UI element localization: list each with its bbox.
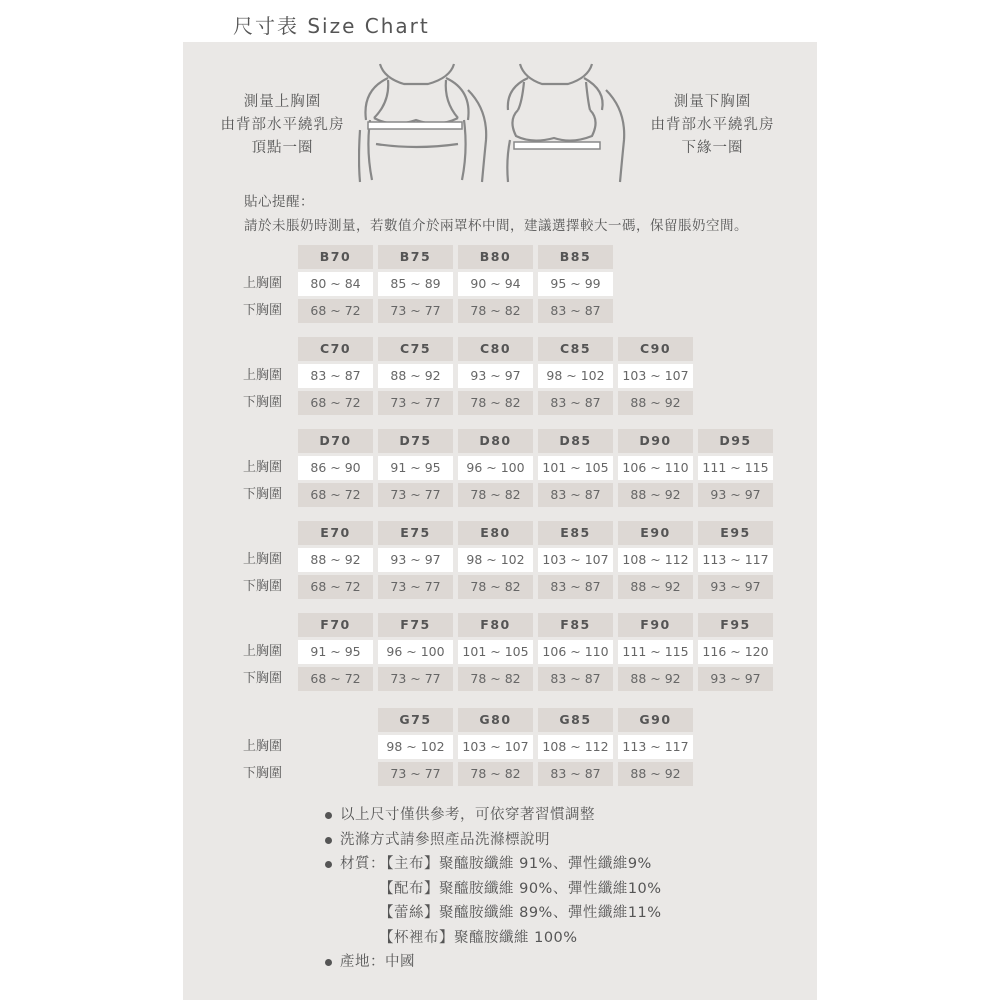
- top-bust-cell: 93 ~ 97: [458, 364, 533, 388]
- note-text: 洗滌方式請參照產品洗滌標說明: [340, 831, 550, 848]
- bullet-icon: [325, 812, 332, 819]
- size-header-cell: C70: [298, 337, 373, 361]
- size-header-cell: E95: [698, 521, 773, 545]
- size-header-cell: B80: [458, 245, 533, 269]
- row-label-top-bust: 上胸圍: [243, 552, 283, 567]
- size-header-cell: F80: [458, 613, 533, 637]
- top-bust-cell: 106 ~ 110: [538, 640, 613, 664]
- underbust-cell: 93 ~ 97: [698, 575, 773, 599]
- size-header-cell: F95: [698, 613, 773, 637]
- bullet-icon: [325, 861, 332, 868]
- size-header-cell: F75: [378, 613, 453, 637]
- row-label-underbust: 下胸圍: [243, 579, 283, 594]
- size-header-cell: G85: [538, 708, 613, 732]
- underbust-cell: 78 ~ 82: [458, 762, 533, 786]
- size-header-cell: F70: [298, 613, 373, 637]
- top-bust-cell: 116 ~ 120: [698, 640, 773, 664]
- instruction-line: 下緣一圈: [681, 140, 744, 156]
- underbust-cell: 78 ~ 82: [458, 575, 533, 599]
- material-line: 【配布】聚醯胺纖維 90%、彈性纖維10%: [379, 880, 662, 897]
- top-bust-cell: 88 ~ 92: [298, 548, 373, 572]
- top-bust-cell: 90 ~ 94: [458, 272, 533, 296]
- underbust-cell: 68 ~ 72: [298, 667, 373, 691]
- size-header-cell: D85: [538, 429, 613, 453]
- size-header-cell: B85: [538, 245, 613, 269]
- notes-list: [325, 803, 805, 975]
- size-header-cell: G80: [458, 708, 533, 732]
- size-header-cell: E80: [458, 521, 533, 545]
- size-header-cell: D75: [378, 429, 453, 453]
- row-label-top-bust: 上胸圍: [243, 644, 283, 659]
- size-header-cell: F90: [618, 613, 693, 637]
- material-line: 【主布】聚醯胺纖維 91%、彈性纖維9%: [379, 856, 652, 872]
- underbust-cell: 83 ~ 87: [538, 575, 613, 599]
- top-bust-cell: 83 ~ 87: [298, 364, 373, 388]
- underbust-cell: 83 ~ 87: [538, 391, 613, 415]
- top-bust-cell: 103 ~ 107: [538, 548, 613, 572]
- underbust-cell: 73 ~ 77: [378, 391, 453, 415]
- underbust-cell: 78 ~ 82: [458, 667, 533, 691]
- top-bust-cell: 88 ~ 92: [378, 364, 453, 388]
- origin-text: 產地：中國: [340, 954, 415, 970]
- page-title: 尺寸表 Size Chart: [233, 14, 430, 38]
- underbust-cell: 93 ~ 97: [698, 667, 773, 691]
- bullet-icon: [325, 837, 332, 844]
- front-bust-measure-illustration: [359, 64, 486, 182]
- top-bust-cell: 86 ~ 90: [298, 456, 373, 480]
- top-bust-cell: 91 ~ 95: [378, 456, 453, 480]
- underbust-cell: 88 ~ 92: [618, 391, 693, 415]
- size-header-cell: D95: [698, 429, 773, 453]
- underbust-cell: 88 ~ 92: [618, 762, 693, 786]
- size-header-cell: E85: [538, 521, 613, 545]
- size-header-cell: C80: [458, 337, 533, 361]
- top-bust-cell: 108 ~ 112: [618, 548, 693, 572]
- underbust-cell: 73 ~ 77: [378, 575, 453, 599]
- underbust-cell: 78 ~ 82: [458, 483, 533, 507]
- underbust-cell: 68 ~ 72: [298, 391, 373, 415]
- instruction-line: 頂點一圈: [251, 140, 314, 156]
- instruction-line: 由背部水平繞乳房: [220, 117, 345, 133]
- note-item: [325, 803, 805, 828]
- size-header-cell: G75: [378, 708, 453, 732]
- row-label-underbust: 下胸圍: [243, 671, 283, 686]
- underbust-cell: 83 ~ 87: [538, 483, 613, 507]
- row-label-top-bust: 上胸圍: [243, 739, 283, 754]
- tip-body: 請於未脹奶時測量，若數值介於兩罩杯中間，建議選擇較大一碼，保留脹奶空間。: [244, 218, 748, 234]
- size-header-cell: E90: [618, 521, 693, 545]
- size-header-cell: E70: [298, 521, 373, 545]
- row-label-top-bust: 上胸圍: [243, 460, 283, 475]
- top-bust-cell: 96 ~ 100: [458, 456, 533, 480]
- row-label-top-bust: 上胸圍: [243, 276, 283, 291]
- size-header-cell: D80: [458, 429, 533, 453]
- underbust-cell: 88 ~ 92: [618, 575, 693, 599]
- instruction-line: 測量上胸圍: [243, 94, 322, 110]
- underbust-cell: 68 ~ 72: [298, 575, 373, 599]
- size-header-cell: C85: [538, 337, 613, 361]
- underbust-cell: 78 ~ 82: [458, 299, 533, 323]
- underbust-cell: 83 ~ 87: [538, 299, 613, 323]
- size-header-cell: C90: [618, 337, 693, 361]
- row-label-underbust: 下胸圍: [243, 395, 283, 410]
- underbust-cell: 73 ~ 77: [378, 667, 453, 691]
- size-header-cell: D90: [618, 429, 693, 453]
- material-item: [325, 926, 805, 951]
- tip-title: 貼心提醒：: [244, 194, 314, 210]
- row-label-underbust: 下胸圍: [243, 766, 283, 781]
- underbust-cell: 73 ~ 77: [378, 762, 453, 786]
- measurement-illustration: [358, 60, 638, 188]
- top-bust-cell: 95 ~ 99: [538, 272, 613, 296]
- top-bust-cell: 103 ~ 107: [458, 735, 533, 759]
- top-bust-cell: 113 ~ 117: [618, 735, 693, 759]
- underbust-cell: 88 ~ 92: [618, 483, 693, 507]
- underbust-instruction: [640, 91, 785, 160]
- underbust-cell: 78 ~ 82: [458, 391, 533, 415]
- note-item: [325, 828, 805, 853]
- instruction-line: 測量下胸圍: [673, 94, 752, 110]
- size-header-cell: E75: [378, 521, 453, 545]
- note-text: 以上尺寸僅供參考，可依穿著習慣調整: [340, 807, 595, 823]
- top-bust-cell: 113 ~ 117: [698, 548, 773, 572]
- underbust-cell: 93 ~ 97: [698, 483, 773, 507]
- row-label-top-bust: 上胸圍: [243, 368, 283, 383]
- top-bust-cell: 103 ~ 107: [618, 364, 693, 388]
- underbust-cell: 73 ~ 77: [378, 483, 453, 507]
- top-bust-cell: 101 ~ 105: [538, 456, 613, 480]
- material-label: 材質：: [340, 856, 385, 872]
- underbust-cell: 83 ~ 87: [538, 762, 613, 786]
- underbust-cell: 88 ~ 92: [618, 667, 693, 691]
- size-header-cell: B75: [378, 245, 453, 269]
- top-bust-cell: 111 ~ 115: [698, 456, 773, 480]
- top-bust-cell: 111 ~ 115: [618, 640, 693, 664]
- underbust-cell: 73 ~ 77: [378, 299, 453, 323]
- material-item: [325, 852, 805, 877]
- row-label-underbust: 下胸圍: [243, 487, 283, 502]
- top-bust-cell: 96 ~ 100: [378, 640, 453, 664]
- instruction-line: 由背部水平繞乳房: [650, 117, 775, 133]
- top-bust-cell: 85 ~ 89: [378, 272, 453, 296]
- underbust-cell: 68 ~ 72: [298, 483, 373, 507]
- material-line: 【杯裡布】聚醯胺纖維 100%: [379, 929, 578, 946]
- size-header-cell: B70: [298, 245, 373, 269]
- top-bust-cell: 98 ~ 102: [378, 735, 453, 759]
- origin-item: [325, 950, 805, 975]
- top-bust-cell: 80 ~ 84: [298, 272, 373, 296]
- size-header-cell: F85: [538, 613, 613, 637]
- material-item: [325, 901, 805, 926]
- bullet-icon: [325, 959, 332, 966]
- top-bust-instruction: [210, 91, 355, 160]
- size-header-cell: D70: [298, 429, 373, 453]
- top-bust-cell: 98 ~ 102: [538, 364, 613, 388]
- material-line: 【蕾絲】聚醯胺纖維 89%、彈性纖維11%: [379, 905, 662, 921]
- row-label-underbust: 下胸圍: [243, 303, 283, 318]
- side-underbust-measure-illustration: [507, 64, 624, 182]
- size-header-cell: C75: [378, 337, 453, 361]
- top-bust-cell: 108 ~ 112: [538, 735, 613, 759]
- top-bust-cell: 91 ~ 95: [298, 640, 373, 664]
- size-header-cell: G90: [618, 708, 693, 732]
- top-bust-cell: 98 ~ 102: [458, 548, 533, 572]
- underbust-cell: 68 ~ 72: [298, 299, 373, 323]
- top-bust-cell: 106 ~ 110: [618, 456, 693, 480]
- top-bust-cell: 93 ~ 97: [378, 548, 453, 572]
- top-bust-cell: 101 ~ 105: [458, 640, 533, 664]
- underbust-cell: 83 ~ 87: [538, 667, 613, 691]
- material-item: [325, 877, 805, 902]
